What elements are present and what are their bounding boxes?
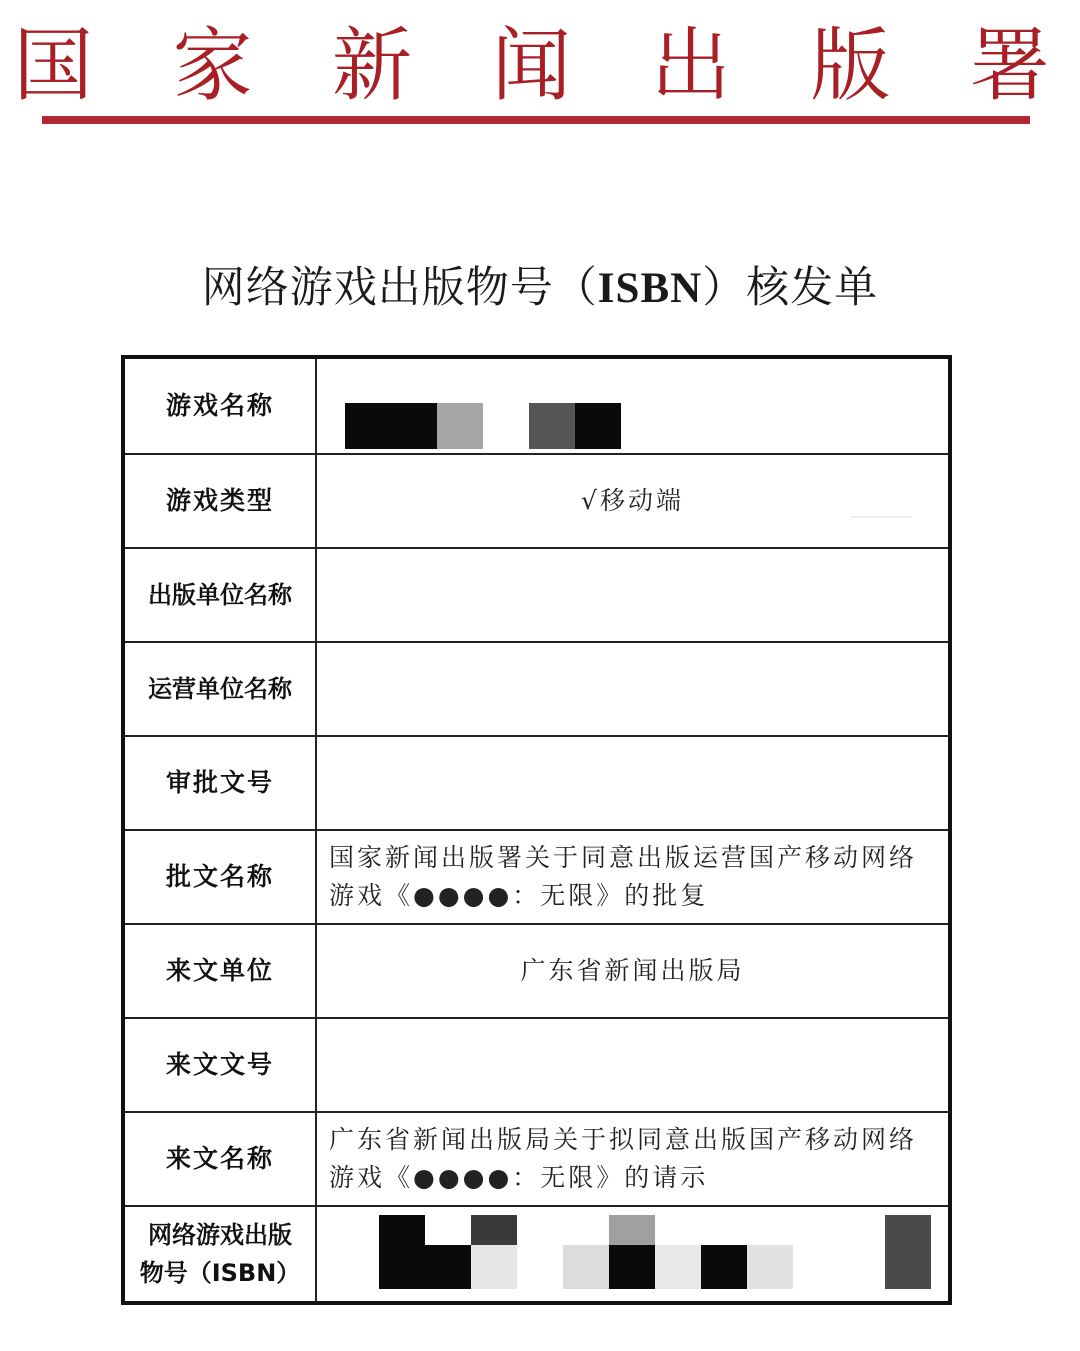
redacted-isbn — [329, 1207, 936, 1301]
label-approval-title: 批文名称 — [123, 830, 316, 924]
redaction-block — [747, 1245, 793, 1289]
title-part-2: ）核发单 — [702, 263, 879, 313]
label-approval-number: 审批文号 — [123, 736, 316, 830]
redaction-block — [609, 1245, 655, 1289]
form-row-submission-number — [123, 1018, 950, 1112]
label-submitting-unit: 来文单位 — [123, 924, 316, 1018]
value-isbn — [316, 1206, 950, 1303]
redaction-block — [885, 1215, 931, 1289]
form-row-publisher — [123, 548, 950, 642]
form-row-approval-number — [123, 736, 950, 830]
label-game-type: 游戏类型 — [123, 454, 316, 548]
redaction-block — [655, 1245, 701, 1289]
redacted-game-name — [329, 359, 936, 453]
title-isbn: ISBN — [597, 265, 703, 312]
document-title — [0, 258, 1080, 319]
label-submission-number: 来文文号 — [123, 1018, 316, 1112]
redaction-block — [563, 1245, 609, 1289]
value-submission-title: 广东省新闻出版局关于拟同意出版国产移动网络游戏《●●●●：无限》的请示 — [316, 1112, 950, 1206]
redaction-block — [609, 1215, 655, 1245]
redaction-block — [345, 403, 437, 449]
redaction-block — [437, 403, 483, 449]
label-submission-title: 来文名称 — [123, 1112, 316, 1206]
value-submission-number — [316, 1018, 950, 1112]
form-row-submitting-unit — [123, 924, 950, 1018]
redaction-block — [379, 1215, 425, 1245]
form-row-game-type — [123, 454, 950, 548]
value-submitting-unit: 广东省新闻出版局 — [316, 924, 950, 1018]
title-part-1: 网络游戏出版物号（ — [201, 263, 598, 313]
label-operator: 运营单位名称 — [123, 642, 316, 736]
redaction-block — [575, 403, 621, 449]
redaction-block — [529, 403, 575, 449]
value-publisher — [316, 548, 950, 642]
masthead-red-rule — [42, 116, 1030, 124]
form-row-isbn — [123, 1206, 950, 1303]
label-isbn-line-2: 物号（ISBN） — [139, 1259, 301, 1287]
label-isbn — [123, 1206, 316, 1303]
isbn-issuance-form — [121, 355, 952, 1305]
form-row-game-name — [123, 357, 950, 454]
redaction-block — [701, 1245, 747, 1289]
label-game-name: 游戏名称 — [123, 357, 316, 454]
form-row-approval-title — [123, 830, 950, 924]
agency-masthead: 国 家 新 闻 出 版 署 — [13, 19, 1077, 112]
value-approval-number — [316, 736, 950, 830]
redaction-block — [379, 1245, 471, 1289]
redaction-block — [471, 1245, 517, 1289]
value-game-type: √移动端 — [316, 454, 950, 548]
value-approval-title: 国家新闻出版署关于同意出版运营国产移动网络游戏《●●●●：无限》的批复 — [316, 830, 950, 924]
form-row-operator — [123, 642, 950, 736]
label-publisher: 出版单位名称 — [123, 548, 316, 642]
redaction-block — [471, 1215, 517, 1245]
form-row-submission-title — [123, 1112, 950, 1206]
value-game-name — [316, 357, 950, 454]
faint-scan-mark — [850, 516, 912, 518]
label-isbn-line-1: 网络游戏出版 — [148, 1221, 292, 1249]
value-operator — [316, 642, 950, 736]
